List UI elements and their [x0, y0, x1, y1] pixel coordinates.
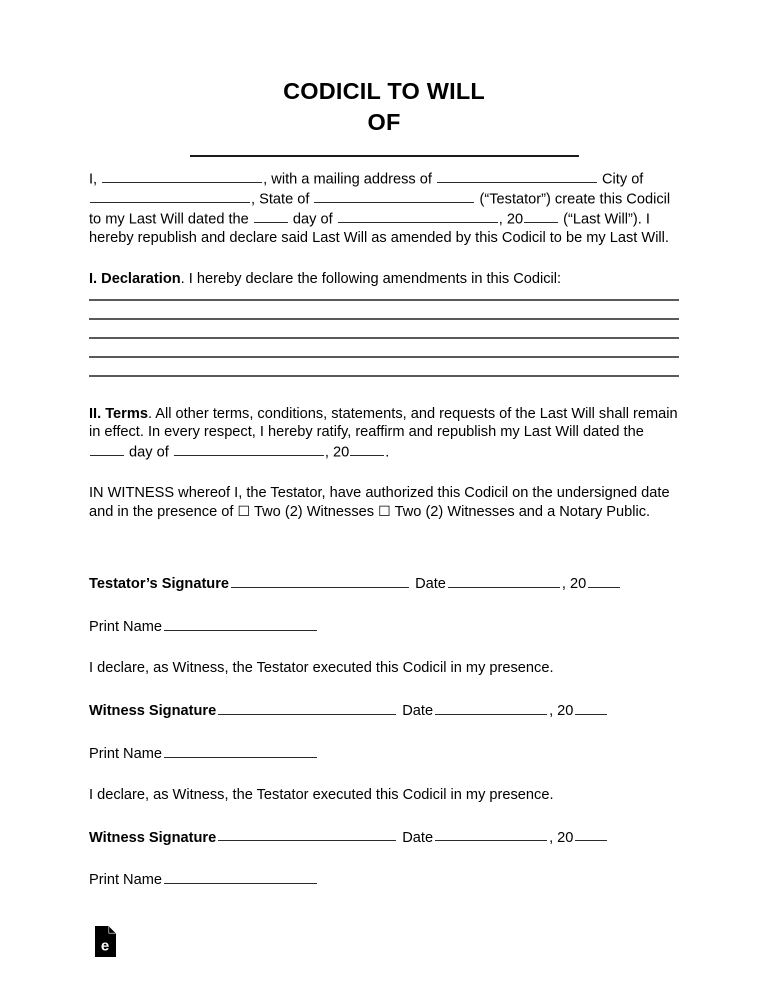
testator-year-blank[interactable]	[588, 573, 620, 588]
witness-1-signature-label: Witness Signature	[89, 702, 217, 719]
document-content	[89, 0, 679, 890]
intro-text-1: I,	[89, 171, 102, 188]
witness-declaration-2: I declare, as Witness, the Testator executed this Codicil in my presence.	[89, 786, 554, 803]
testator-signature-row	[89, 573, 679, 594]
page-title-line-2: OF	[367, 109, 401, 135]
terms-month-blank[interactable]	[174, 442, 324, 456]
spacer	[89, 555, 679, 573]
terms-text-1: . All other terms, conditions, statements, and requests of the Last Will shall remain in effect. In every respect, I hereby ratify, reaffirm and republish my Last Will dated the	[89, 405, 678, 441]
will-year-blank[interactable]	[524, 209, 558, 223]
witness-2-signature-label: Witness Signature	[89, 829, 217, 846]
witness-2-signature-row	[89, 827, 679, 848]
terms-section	[89, 405, 679, 462]
declaration-answer-lines	[89, 299, 679, 377]
spacer	[89, 377, 679, 405]
intro-text-2: , with a mailing address of	[263, 171, 436, 188]
witness-2-signature-blank[interactable]	[218, 827, 396, 842]
witness-1-print-name-label: Print Name	[89, 745, 162, 762]
testator-date-blank[interactable]	[448, 573, 560, 588]
intro-text-4: , State of	[251, 191, 314, 208]
eforms-logo	[95, 926, 116, 957]
testator-date-label: Date	[415, 576, 446, 593]
terms-year-blank[interactable]	[350, 442, 384, 456]
terms-day-blank[interactable]	[90, 442, 124, 456]
witness-declaration-1: I declare, as Witness, the Testator executed this Codicil in my presence.	[89, 659, 554, 676]
intro-paragraph	[89, 169, 679, 248]
testator-print-name-row	[89, 616, 679, 637]
will-day-blank[interactable]	[254, 209, 288, 223]
intro-text-5: (“Testator”) create this Codicil to my Last Will dated the	[89, 191, 671, 228]
testator-name-rule[interactable]	[190, 155, 579, 157]
in-witness-text: IN WITNESS whereof I, the Testator, have authorized this Codicil on the undersigned date and in the presence of	[89, 484, 670, 520]
eforms-logo-letter: e	[100, 937, 110, 955]
witness-1-print-name-row	[89, 743, 679, 764]
witness-2-date-blank[interactable]	[435, 827, 547, 842]
spacer	[89, 805, 679, 827]
testator-name-blank[interactable]	[102, 169, 262, 183]
spacer	[89, 462, 679, 484]
declaration-heading-text: . I hereby declare the following amendments in this Codicil:	[180, 270, 562, 287]
spacer	[89, 248, 679, 270]
page-title-line-1: CODICIL TO WILL	[283, 78, 485, 104]
witness-1-date-label: Date	[402, 702, 434, 719]
spacer	[89, 521, 679, 555]
witness-2-print-name-blank[interactable]	[164, 869, 317, 884]
option-witnesses-notary-label: Two (2) Witnesses and a Notary Public.	[390, 503, 651, 520]
state-blank[interactable]	[314, 189, 474, 203]
spacer	[89, 764, 679, 786]
testator-signature-blank[interactable]	[231, 573, 409, 588]
testator-signature-label: Testator’s Signature	[89, 576, 230, 593]
spacer	[89, 594, 679, 616]
eforms-logo-icon	[95, 926, 116, 957]
in-witness-clause	[89, 484, 679, 521]
witness-1-year-blank[interactable]	[575, 700, 607, 715]
testator-year-prefix: , 20	[561, 576, 587, 593]
declaration-heading-label: I. Declaration	[89, 270, 181, 287]
checkbox-two-witnesses[interactable]: ☐	[237, 503, 251, 520]
option-two-witnesses-label: Two (2) Witnesses	[250, 503, 379, 520]
terms-text-2: day of	[125, 444, 173, 461]
witness-2-date-label: Date	[402, 829, 434, 846]
witness-1-print-name-blank[interactable]	[164, 743, 317, 758]
declaration-line[interactable]	[89, 318, 679, 320]
spacer	[89, 637, 679, 659]
witness-1-signature-blank[interactable]	[218, 700, 396, 715]
checkbox-two-witnesses-and-notary[interactable]: ☐	[378, 503, 391, 520]
testator-name-rule-wrap	[89, 155, 679, 169]
witness-2-print-name-label: Print Name	[89, 872, 162, 889]
page-title	[89, 0, 679, 138]
terms-heading-label: II. Terms	[89, 405, 148, 422]
city-blank[interactable]	[90, 189, 250, 203]
witness-1-date-blank[interactable]	[435, 700, 547, 715]
terms-text-3: , 20	[324, 444, 350, 461]
testator-print-name-blank[interactable]	[164, 616, 317, 631]
testator-print-name-label: Print Name	[89, 618, 162, 635]
will-month-blank[interactable]	[338, 209, 498, 223]
intro-text-6: day of	[288, 211, 337, 228]
terms-text-4: .	[385, 444, 390, 461]
witness-2-year-blank[interactable]	[575, 827, 607, 842]
declaration-line[interactable]	[89, 337, 679, 339]
intro-text-3: City of	[597, 171, 644, 188]
spacer	[89, 847, 679, 869]
declaration-section-heading	[89, 270, 679, 289]
spacer	[89, 678, 679, 700]
mailing-address-blank[interactable]	[437, 169, 597, 183]
witness-1-signature-row	[89, 700, 679, 721]
intro-text-8: (“Last Will”). I hereby republish and declare said Last Will as amended by this Codicil to be my Last Will.	[89, 211, 669, 247]
witness-2-year-prefix: , 20	[549, 829, 574, 846]
witness-1-year-prefix: , 20	[549, 702, 574, 719]
intro-text-7: , 20	[498, 211, 524, 228]
declaration-line[interactable]	[89, 299, 679, 301]
witness-2-print-name-row	[89, 869, 679, 890]
spacer	[89, 721, 679, 743]
declaration-line[interactable]	[89, 356, 679, 358]
